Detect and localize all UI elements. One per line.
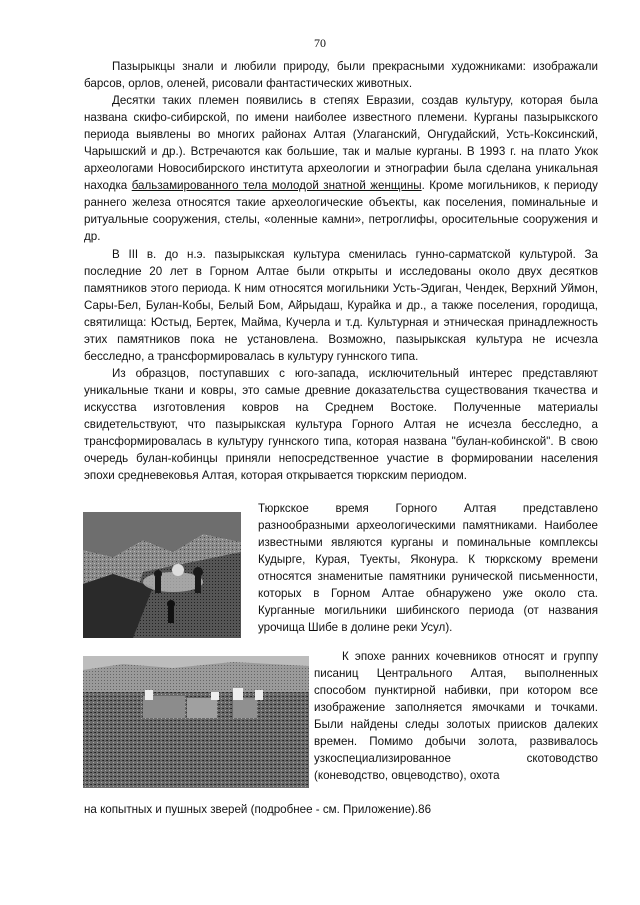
- body-text: [84, 58, 598, 484]
- paragraph-3: [84, 246, 598, 365]
- stone-enclosure-photo: [83, 656, 309, 788]
- paragraph-3-text: В III в. до н.э. пазырыкская культура сменилась гунно-сарматской культурой. За последние 20 лет в Горном Алтае были открыты и исследованы около двух десятков памятников этого периода. К ним относятся могильники Усть-Эдиган, Чендек, Верхний Уймон, Сары-Бел, Булан-Кобы, Белый Бом, Айрыдаш, Курайка и др., а также поселения, городища, святилища: Юстыд, Бертек, Майма, Кучерла и т.д. Культурная и этническая принадлежность этих памятников пока не установлена. Возможно, пазырыкская культура не исчезла бесследно, а трансформировалась в культуру гуннского типа.: [84, 247, 598, 363]
- paragraph-1-text: Пазырыкцы знали и любили природу, были прекрасными художниками: изображали барсов, орлов, оленей, рисовали фантастических животных.: [84, 60, 598, 91]
- side-text-early-nomads: К эпохе ранних кочевников относят и группу писаниц Центрального Алтая, выполненных способом пунктирной набивки, при котором все изображение заполняется ямочками и точками. Были найдены следы золотых приисков далеких времен. Помимо добычи золота, развивалось узкоспециализированное скотоводство (коневодство, овцеводство), охота: [314, 650, 598, 783]
- paragraph-1: [84, 58, 598, 92]
- closing-line: на копытных и пушных зверей (подробнее - см. Приложение).86: [84, 803, 432, 816]
- underlined-phrase: бальзамированного тела молодой знатной женщины: [131, 179, 422, 193]
- paragraph-2-text: Десятки таких племен появились в степях Евразии, создав культуру, которая была названа скифо-сибирской, по имени наиболее известного племени. Курганы пазырыкского периода выявлены во многих районах Алтая (Улаганский, Онгудайский, Усть-Коксинский, Чарышский и др.). Встречаются как большие, так и малые курганы. В 1993 г. на плато Укок археологами Новосибирского института археологии и этнографии была сделана уникальная находка: [84, 94, 598, 193]
- side-text-turkic-period: Тюркское время Горного Алтая представлено разнообразными археологическими памятниками. Наиболее известными являются курганы и поминальные комплексы Кудырге, Курая, Туекты, Яконура. К тюркскому времени относятся знаменитые памятники рунической письменности, которых в Горном Алтае обнаружено уже около ста. Курганные могильники шибинского периода (от названия урочища Шибе в долине реки Усул).: [258, 502, 598, 635]
- paragraph-2: [84, 92, 598, 245]
- paragraph-4: [84, 365, 598, 484]
- mountain-valley-photo: [83, 512, 241, 638]
- paragraph-4-text: Из образцов, поступавших с юго-запада, исключительный интерес представляют уникальные ткани и ковры, это самые древние доказательства существования ткачества и искусства изготовления ковров на Среднем Востоке. Полученные материалы свидетельствуют, что пазырыкская культура Горного Алтая не исчезла бесследно, а трансформировалась в культуру гуннского типа, которая названа "булан-кобинской". В свою очередь булан-кобинцы приняли непосредственное участие в формировании населения эпохи средневековья Алтая, которая открывается тюркским периодом.: [84, 366, 598, 483]
- page-number: 70: [314, 36, 326, 50]
- paragraph-2-text-end: . Кроме могильников, к периоду раннего железа относятся такие археологические объекты, как поселения, поминальные и ритуальные сооружения, стелы, «оленные камни», петроглифы, оросительные сооружения и др.: [84, 179, 598, 244]
